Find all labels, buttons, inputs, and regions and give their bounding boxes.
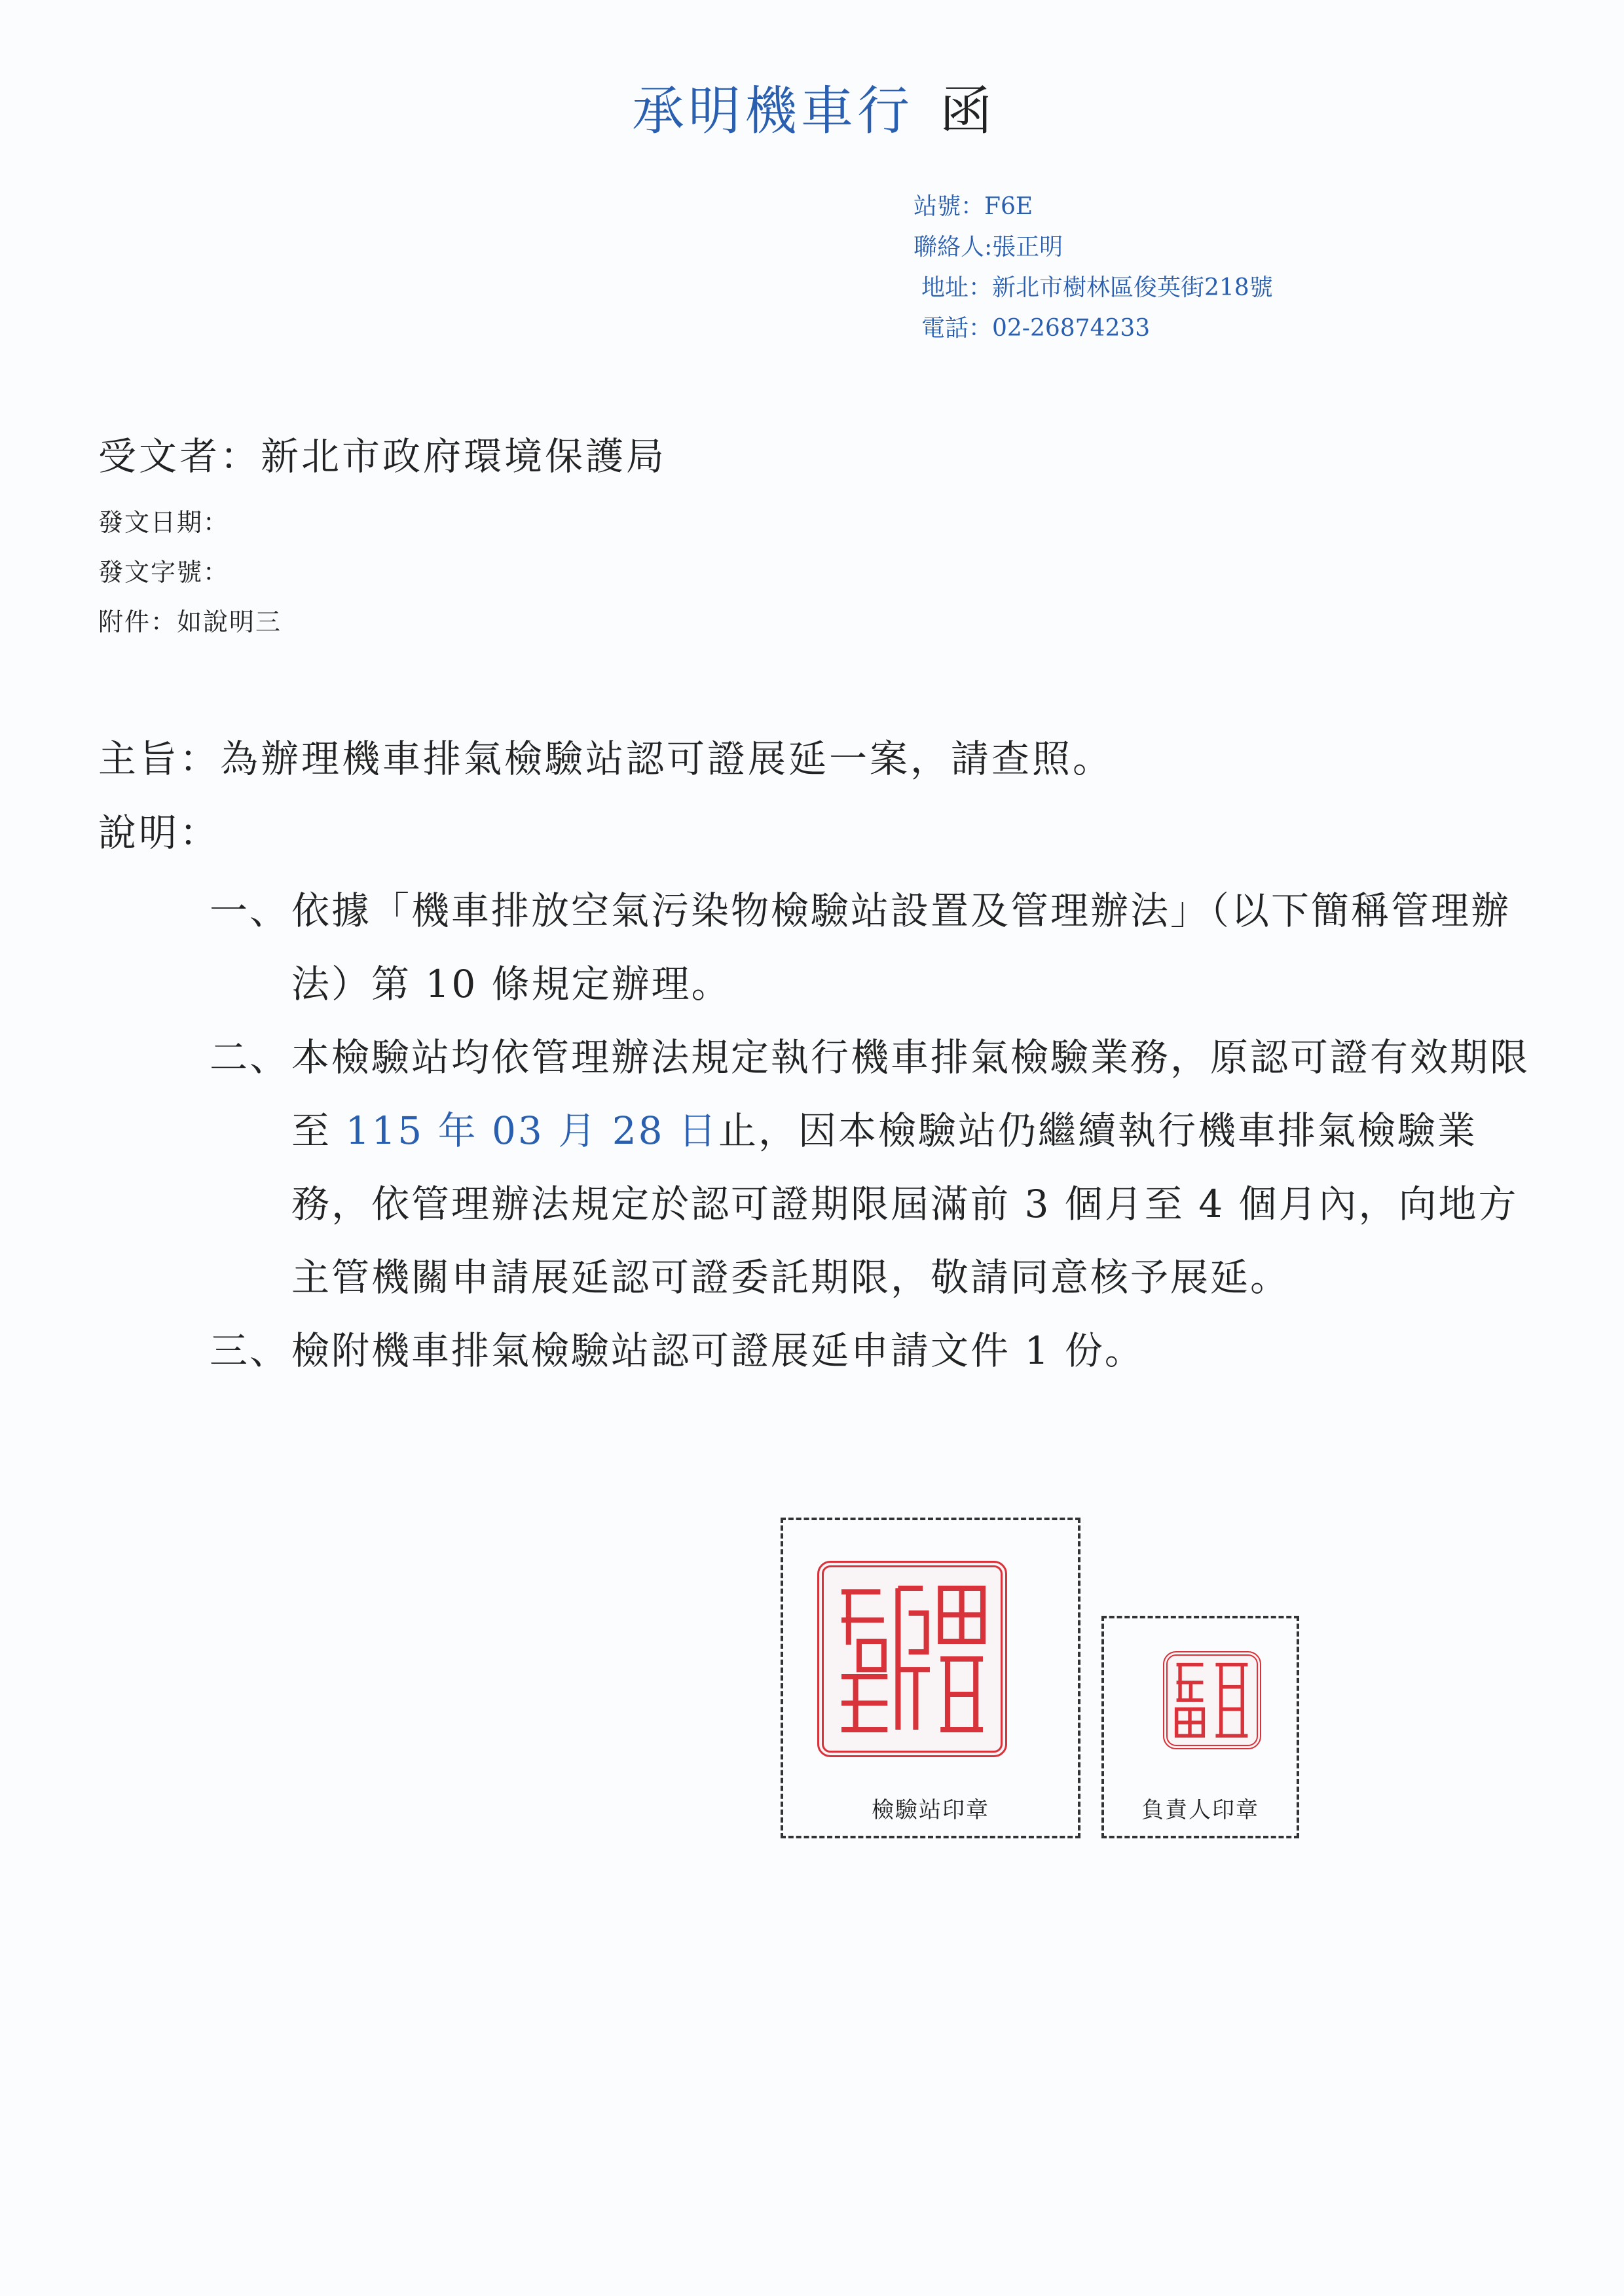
document-type: 函 <box>940 81 992 141</box>
issue-number: 發文字號： <box>98 558 230 587</box>
explanation-item-3 <box>210 1314 1532 1387</box>
contact-phone: 電話：02-26874233 <box>921 315 1151 342</box>
letterhead <box>0 69 1624 144</box>
explanation-list <box>210 874 1532 1387</box>
station-seal-stamp <box>817 1561 1007 1757</box>
expiry-date: 115 年 03 月 28 日 <box>345 1108 718 1153</box>
item-number: 二、 <box>210 1035 290 1080</box>
item-text: 依據「機車排放空氣污染物檢驗站設置及管理辦法」（以下簡稱管理辦法）第 10 條規定辦理。 <box>291 888 1511 1006</box>
contact-person: 聯絡人:張正明 <box>913 234 1063 261</box>
item-number: 三、 <box>210 1328 290 1373</box>
item-text <box>291 1021 1532 1314</box>
person-seal-label: 負責人印章 <box>1141 1797 1259 1823</box>
explanation-item-2 <box>210 1021 1532 1314</box>
recipient: 受文者：新北市政府環境保護局 <box>98 434 667 479</box>
subject-line: 主旨：為辦理機車排氣檢驗站認可證展延一案，請查照。 <box>98 737 1114 781</box>
issue-date: 發文日期： <box>98 508 230 537</box>
attachment: 附件：如說明三 <box>98 608 282 636</box>
item-text-after: 止，因本檢驗站仍繼續執行機車排氣檢驗業務，依管理辦法規定於認可證期限屆滿前 3 個月至 4 個月內，向地方主管機關申請展延認可證委託期限，敬請同意核予展延。 <box>291 1108 1519 1300</box>
contact-address: 地址：新北市樹林區俊英街218號 <box>921 274 1273 301</box>
explanation-item-1 <box>210 874 1532 1021</box>
seal-glyph-pattern <box>1168 1656 1257 1745</box>
station-number: 站號：F6E <box>913 193 1033 220</box>
item-text-before: 本檢驗站均依管理辦法規定執行機車排氣檢驗業務，原認可證有效期限至 <box>291 1035 1530 1153</box>
explanation-heading: 說明： <box>98 811 221 855</box>
item-text: 檢附機車排氣檢驗站認可證展延申請文件 1 份。 <box>291 1328 1145 1373</box>
contact-block <box>913 187 1273 349</box>
person-seal-stamp <box>1163 1651 1261 1749</box>
station-seal-label: 檢驗站印章 <box>872 1797 989 1823</box>
person-seal-box <box>1101 1616 1299 1838</box>
seal-glyph-pattern <box>824 1567 1001 1751</box>
station-seal-box <box>781 1518 1080 1838</box>
document-meta <box>98 498 282 647</box>
item-number: 一、 <box>210 888 290 933</box>
company-name: 承明機車行 <box>632 81 913 141</box>
